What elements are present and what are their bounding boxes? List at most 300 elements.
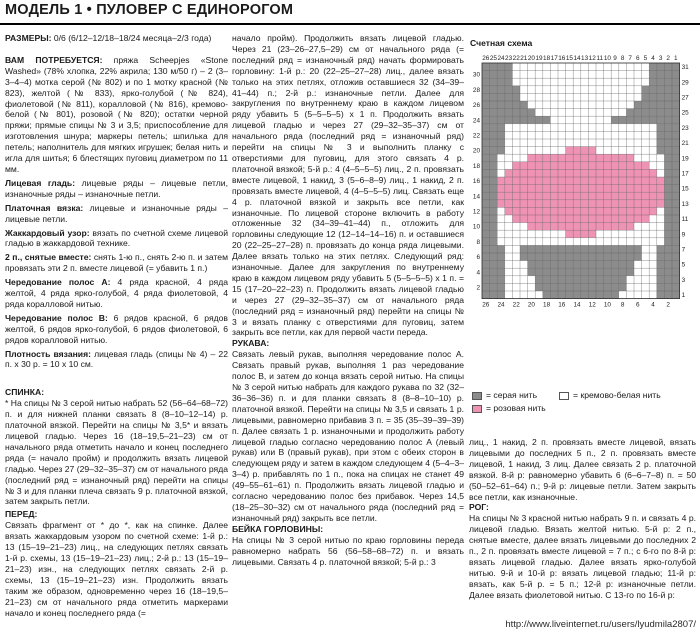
plain-paragraph (5, 203, 228, 225)
chart-cell (497, 200, 505, 208)
decrease-label: 2 п., снятые вместе: (5, 252, 92, 263)
chart-cell (657, 245, 665, 253)
chart-cell (634, 276, 642, 284)
row-label-right: 9 (681, 231, 686, 239)
chart-cell (535, 86, 543, 94)
chart-cell (520, 78, 528, 86)
chart-cell (664, 169, 672, 177)
chart-cell (482, 78, 490, 86)
column-label-top: 1 (674, 55, 678, 62)
chart-cell (528, 169, 536, 177)
chart-cell (490, 215, 498, 223)
chart-cell (520, 101, 528, 109)
chart-cell (664, 116, 672, 124)
chart-cell (649, 253, 657, 261)
chart-cell (657, 93, 665, 101)
chart-cell (520, 268, 528, 276)
chart-cell (581, 162, 589, 170)
chart-cell (543, 245, 551, 253)
chart-cell (566, 63, 574, 71)
chart-cell (581, 283, 589, 291)
chart-cell (520, 86, 528, 94)
chart-cell (634, 109, 642, 117)
chart-cell (528, 177, 536, 185)
chart-cell (550, 139, 558, 147)
chart-cell (558, 116, 566, 124)
chart-cell (619, 124, 627, 132)
chart-cell (512, 71, 520, 79)
chart-cell (619, 291, 627, 299)
chart-cell (634, 131, 642, 139)
chart-cell (649, 177, 657, 185)
chart-cell (649, 200, 657, 208)
chart-cell (642, 268, 650, 276)
chart-cell (657, 147, 665, 155)
front-heading: ПЕРЕД: (5, 509, 38, 520)
chart-cell (664, 268, 672, 276)
chart-cell (550, 230, 558, 238)
legend-grey (472, 390, 537, 401)
chart-cell (558, 268, 566, 276)
chart-cell (490, 162, 498, 170)
chart-cell (558, 131, 566, 139)
chart-cell (490, 124, 498, 132)
chart-cell (573, 215, 581, 223)
chart-cell (558, 283, 566, 291)
chart-cell (596, 139, 604, 147)
chart-cell (520, 261, 528, 269)
chart-cell (649, 71, 657, 79)
chart-cell (520, 124, 528, 132)
chart-cell (535, 169, 543, 177)
chart-cell (505, 162, 513, 170)
chart-cell (520, 192, 528, 200)
materials-label: ВАМ ПОТРЕБУЕТСЯ: (5, 54, 103, 65)
chart-cell (490, 276, 498, 284)
chart-cell (535, 147, 543, 155)
chart-cell (497, 245, 505, 253)
chart-cell (528, 268, 536, 276)
chart-cell (512, 223, 520, 231)
chart-cell (550, 147, 558, 155)
chart-cell (566, 185, 574, 193)
chart-cell (672, 162, 680, 170)
chart-cell (490, 71, 498, 79)
chart-cell (482, 147, 490, 155)
chart-cell (596, 207, 604, 215)
chart-cell (596, 245, 604, 253)
chart-cell (505, 124, 513, 132)
chart-cell (573, 230, 581, 238)
row-label-right: 23 (681, 124, 689, 132)
legend-pink-label: = розовая нить (486, 403, 546, 414)
chart-cell (611, 215, 619, 223)
chart-cell (657, 230, 665, 238)
chart-cell (497, 291, 505, 299)
chart-cell (596, 147, 604, 155)
chart-cell (611, 177, 619, 185)
chart-cell (649, 169, 657, 177)
jacquard-paragraph (5, 228, 228, 250)
chart-cell (642, 230, 650, 238)
chart-cell (581, 139, 589, 147)
chart-cell (573, 86, 581, 94)
chart-cell (619, 162, 627, 170)
chart-cell (634, 291, 642, 299)
chart-cell (490, 86, 498, 94)
chart-cell (588, 223, 596, 231)
sizes-paragraph (5, 33, 228, 44)
chart-cell (588, 253, 596, 261)
chart-cell (634, 185, 642, 193)
chart-cell (528, 131, 536, 139)
chart-cell (588, 93, 596, 101)
chart-cell (642, 162, 650, 170)
chart-cell (619, 86, 627, 94)
chart-cell (497, 276, 505, 284)
chart-cell (543, 268, 551, 276)
chart-cell (596, 71, 604, 79)
chart-cell (626, 109, 634, 117)
chart-cell (490, 230, 498, 238)
chart-cell (634, 71, 642, 79)
chart-cell (642, 78, 650, 86)
chart-cell (543, 207, 551, 215)
chart-cell (566, 215, 574, 223)
chart-cell (512, 177, 520, 185)
chart-cell (535, 93, 543, 101)
chart-cell (626, 283, 634, 291)
chart-cell (535, 245, 543, 253)
chart-cell (528, 139, 536, 147)
chart-cell (566, 109, 574, 117)
chart-cell (611, 192, 619, 200)
chart-cell (588, 63, 596, 71)
column-label-top: 6 (636, 55, 640, 62)
chart-cell (626, 291, 634, 299)
chart-cell (543, 154, 551, 162)
chart-cell (520, 154, 528, 162)
chart-cell (558, 245, 566, 253)
chart-cell (672, 276, 680, 284)
chart-cell (588, 169, 596, 177)
chart-cell (566, 261, 574, 269)
chart-cell (604, 283, 612, 291)
chart-cell (596, 124, 604, 132)
column-label-top: 20 (527, 55, 535, 62)
chart-cell (664, 109, 672, 117)
chart-cell (588, 268, 596, 276)
chart-cell (588, 230, 596, 238)
chart-cell (490, 283, 498, 291)
chart-cell (505, 200, 513, 208)
chart-cell (505, 253, 513, 261)
chart-cell (482, 154, 490, 162)
chart-cell (490, 223, 498, 231)
chart-cell (642, 109, 650, 117)
chart-cell (626, 207, 634, 215)
chart-cell (573, 291, 581, 299)
column-2 (232, 33, 464, 629)
chart-cell (566, 283, 574, 291)
chart-cell (535, 291, 543, 299)
chart-cell (535, 276, 543, 284)
chart-cell (550, 116, 558, 124)
chart-cell (604, 276, 612, 284)
chart-cell (490, 139, 498, 147)
chart-cell (528, 116, 536, 124)
chart-cell (505, 215, 513, 223)
chart-cell (520, 162, 528, 170)
chart-cell (520, 230, 528, 238)
chart-cell (672, 268, 680, 276)
chart-cell (619, 283, 627, 291)
chart-cell (497, 215, 505, 223)
column-label-top: 12 (588, 55, 596, 62)
row-label-left: 18 (472, 162, 480, 170)
chart-cell (634, 63, 642, 71)
chart-cell (520, 291, 528, 299)
column-label-top: 23 (505, 55, 513, 62)
chart-cell (649, 101, 657, 109)
chart-cell (482, 116, 490, 124)
chart-cell (558, 63, 566, 71)
chart-cell (558, 124, 566, 132)
back-heading: СПИНКА: (5, 387, 45, 398)
chart-cell (535, 109, 543, 117)
chart-cell (558, 200, 566, 208)
chart-cell (611, 185, 619, 193)
chart-cell (604, 116, 612, 124)
chart-cell (505, 71, 513, 79)
jacquard-text: вязать по счетной схеме лицевой гладью в жаккардовой технике. (5, 227, 228, 249)
chart-cell (619, 200, 627, 208)
chart-cell (520, 238, 528, 246)
chart-cell (482, 63, 490, 71)
chart-cell (528, 276, 536, 284)
stripes-a-label: Чередование полос А: (5, 277, 111, 288)
chart-cell (566, 253, 574, 261)
chart-cell (581, 230, 589, 238)
chart-cell (611, 200, 619, 208)
chart-cell (657, 268, 665, 276)
chart-cell (482, 200, 490, 208)
chart-cell (672, 223, 680, 231)
chart-cell (535, 238, 543, 246)
row-label-left: 20 (472, 147, 480, 155)
column-label-bottom: 10 (603, 301, 611, 309)
row-label-right: 17 (681, 170, 689, 178)
chart-cell (543, 283, 551, 291)
chart-cell (550, 177, 558, 185)
chart-cell (490, 78, 498, 86)
chart-cell (619, 63, 627, 71)
chart-cell (634, 215, 642, 223)
chart-cell (649, 245, 657, 253)
column-label-top: 8 (620, 55, 625, 62)
chart-cell (505, 131, 513, 139)
column-label-top: 19 (535, 55, 543, 62)
chart-cell (581, 276, 589, 284)
chart-cell (550, 185, 558, 193)
chart-cell (482, 207, 490, 215)
chart-cell (664, 101, 672, 109)
chart-cell (664, 207, 672, 215)
chart-cell (505, 101, 513, 109)
chart-cell (573, 253, 581, 261)
chart-cell (512, 101, 520, 109)
chart-cell (604, 268, 612, 276)
chart-cell (512, 169, 520, 177)
chart-cell (573, 147, 581, 155)
chart-cell (626, 147, 634, 155)
chart-cell (619, 230, 627, 238)
chart-cell (573, 223, 581, 231)
column-label-top: 15 (565, 55, 573, 62)
chart-cell (497, 124, 505, 132)
chart-cell (528, 101, 536, 109)
chart-cell (543, 192, 551, 200)
chart-cell (566, 177, 574, 185)
chart-cell (672, 93, 680, 101)
chart-cell (573, 192, 581, 200)
chart-cell (619, 109, 627, 117)
chart-cell (642, 93, 650, 101)
chart-cell (543, 139, 551, 147)
chart-cell (611, 93, 619, 101)
chart-cell (528, 223, 536, 231)
chart-cell (664, 253, 672, 261)
chart-cell (626, 200, 634, 208)
chart-cell (672, 200, 680, 208)
chart-cell (497, 238, 505, 246)
chart-cell (626, 230, 634, 238)
chart-cell (497, 154, 505, 162)
chart-cell (528, 192, 536, 200)
row-label-right: 21 (681, 140, 689, 148)
chart-cell (588, 177, 596, 185)
chart-cell (657, 283, 665, 291)
chart-cell (634, 101, 642, 109)
chart-cell (497, 93, 505, 101)
chart-cell (604, 101, 612, 109)
chart-cell (512, 283, 520, 291)
chart-cell (543, 261, 551, 269)
chart-cell (550, 245, 558, 253)
chart-cell (573, 154, 581, 162)
gauge-paragraph (5, 349, 228, 371)
chart-cell (672, 169, 680, 177)
column-label-bottom: 18 (543, 301, 551, 309)
plain-label: Платочная вязка: (5, 202, 84, 213)
chart-cell (581, 238, 589, 246)
chart-cell (657, 261, 665, 269)
stripes-b-paragraph (5, 313, 228, 346)
chart-cell (626, 71, 634, 79)
chart-cell (573, 177, 581, 185)
row-label-left: 22 (472, 132, 480, 140)
chart-cell (634, 78, 642, 86)
chart-cell (626, 261, 634, 269)
chart-cell (664, 162, 672, 170)
chart-cell (588, 185, 596, 193)
chart-cell (657, 291, 665, 299)
row-label-left: 16 (472, 178, 480, 186)
chart-cell (626, 253, 634, 261)
chart-cell (528, 124, 536, 132)
chart-cell (649, 162, 657, 170)
chart-cell (497, 223, 505, 231)
chart-cell (626, 93, 634, 101)
chart-cell (505, 139, 513, 147)
chart-cell (490, 192, 498, 200)
chart-cell (490, 116, 498, 124)
chart-cell (604, 131, 612, 139)
chart-cell (550, 253, 558, 261)
chart-cell (642, 116, 650, 124)
chart-cell (558, 169, 566, 177)
row-label-right: 13 (681, 200, 689, 208)
chart-cell (619, 116, 627, 124)
chart-cell (588, 147, 596, 155)
chart-cell (664, 238, 672, 246)
chart-cell (550, 192, 558, 200)
chart-cell (573, 185, 581, 193)
stripes-b-label: Чередование полос В: (5, 312, 108, 323)
chart-cell (611, 223, 619, 231)
chart-cell (619, 207, 627, 215)
row-label-left: 12 (472, 208, 480, 216)
chart-cell (573, 268, 581, 276)
chart-cell (535, 283, 543, 291)
chart-cell (505, 116, 513, 124)
chart-cell (512, 261, 520, 269)
chart-cell (497, 268, 505, 276)
chart-cell (482, 276, 490, 284)
chart-cell (642, 276, 650, 284)
chart-cell (490, 63, 498, 71)
chart-cell (657, 78, 665, 86)
title-divider (0, 23, 700, 25)
chart-cell (634, 283, 642, 291)
chart-cell (550, 215, 558, 223)
chart-cell (482, 169, 490, 177)
chart-cell (535, 131, 543, 139)
chart-cell (604, 93, 612, 101)
chart-cell (626, 268, 634, 276)
chart-cell (649, 192, 657, 200)
chart-cell (657, 276, 665, 284)
chart-cell (626, 63, 634, 71)
watermark-url: http://www.liveinternet.ru/users/lyudmila2807/ (505, 619, 696, 631)
sizes-label: РАЗМЕРЫ: (5, 33, 52, 43)
chart-cell (558, 215, 566, 223)
chart-cell (490, 245, 498, 253)
chart-cell (482, 192, 490, 200)
chart-cell (558, 78, 566, 86)
chart-cell (505, 245, 513, 253)
chart-cell (512, 131, 520, 139)
chart-cell (490, 177, 498, 185)
chart-cell (550, 238, 558, 246)
chart-cell (482, 253, 490, 261)
chart-cell (581, 154, 589, 162)
chart-cell (642, 154, 650, 162)
chart-cell (505, 93, 513, 101)
chart-cell (588, 124, 596, 132)
chart-cell (672, 238, 680, 246)
chart-cell (490, 200, 498, 208)
